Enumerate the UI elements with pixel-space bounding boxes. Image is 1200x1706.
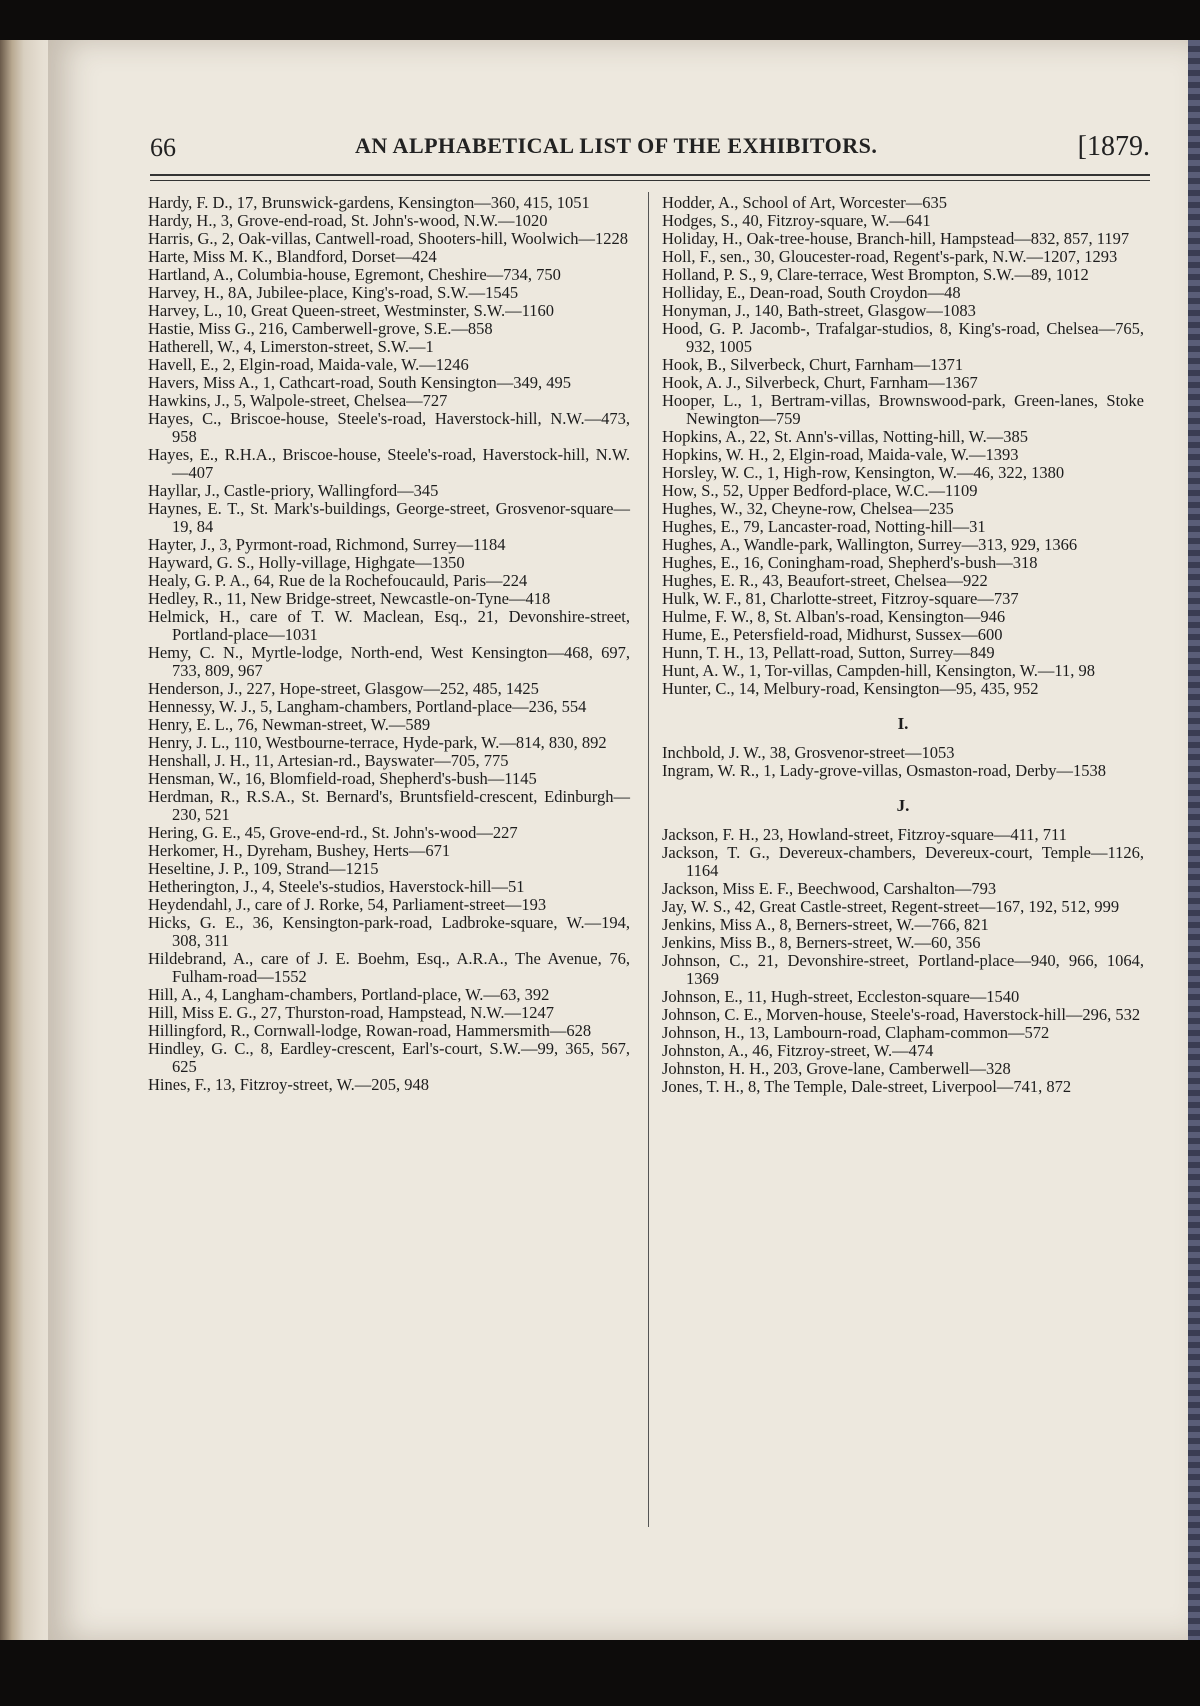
- exhibitor-entry: Hartland, A., Columbia-house, Egremont, Cheshire—734, 750: [148, 265, 561, 284]
- exhibitor-entry: Jenkins, Miss A., 8, Berners-street, W.—766, 821: [662, 915, 989, 934]
- exhibitor-entry: Henry, J. L., 110, Westbourne-terrace, Hyde-park, W.—814, 830, 892: [148, 733, 607, 752]
- exhibitor-entry: Hatherell, W., 4, Limerston-street, S.W.—1: [148, 337, 434, 356]
- exhibitor-entry: Hedley, R., 11, New Bridge-street, Newcastle-on-Tyne—418: [148, 589, 551, 608]
- exhibitor-entry: Ingram, W. R., 1, Lady-grove-villas, Osmaston-road, Derby—1538: [662, 761, 1107, 780]
- header-rule-thick: [150, 174, 1150, 176]
- exhibitor-entry: Hensman, W., 16, Blomfield-road, Shepherd's-bush—1145: [148, 769, 537, 788]
- exhibitor-entry: Hillingford, R., Cornwall-lodge, Rowan-road, Hammersmith—628: [148, 1021, 592, 1040]
- exhibitor-entry: Hennessy, W. J., 5, Langham-chambers, Portland-place—236, 554: [148, 697, 587, 716]
- exhibitor-entry: Johnston, A., 46, Fitzroy-street, W.—474: [662, 1041, 934, 1060]
- exhibitor-entry: Hood, G. P. Jacomb-, Trafalgar-studios, 8, King's-road, Chelsea—765, 932, 1005: [662, 319, 1144, 356]
- exhibitor-entry: Havell, E., 2, Elgin-road, Maida-vale, W.—1246: [148, 355, 469, 374]
- exhibitor-entry: Holl, F., sen., 30, Gloucester-road, Regent's-park, N.W.—1207, 1293: [662, 247, 1118, 266]
- exhibitor-entry: Hodder, A., School of Art, Worcester—635: [662, 193, 948, 212]
- exhibitor-entry: Hook, B., Silverbeck, Churt, Farnham—1371: [662, 355, 964, 374]
- exhibitor-entry: Hindley, G. C., 8, Eardley-crescent, Earl's-court, S.W.—99, 365, 567, 625: [148, 1039, 630, 1076]
- running-title: AN ALPHABETICAL LIST OF THE EXHIBITORS.: [355, 133, 878, 158]
- year-label: [1879.: [1077, 131, 1150, 162]
- right-column: [662, 194, 1144, 1096]
- exhibitor-entry: Hook, A. J., Silverbeck, Churt, Farnham—1367: [662, 373, 978, 392]
- exhibitor-entry: Hayes, E., R.H.A., Briscoe-house, Steele's-road, Haverstock-hill, N.W.—407: [148, 445, 630, 482]
- exhibitor-entry: Harvey, L., 10, Great Queen-street, Westminster, S.W.—1160: [148, 301, 554, 320]
- section-heading-j: J.: [896, 796, 910, 815]
- exhibitor-entry: Hayter, J., 3, Pyrmont-road, Richmond, Surrey—1184: [148, 535, 506, 554]
- exhibitor-entry: Herdman, R., R.S.A., St. Bernard's, Bruntsfield-crescent, Edinburgh—230, 521: [148, 787, 630, 824]
- exhibitor-entry: Hunn, T. H., 13, Pellatt-road, Sutton, Surrey—849: [662, 643, 995, 662]
- exhibitor-entry: Hemy, C. N., Myrtle-lodge, North-end, West Kensington—468, 697, 733, 809, 967: [148, 643, 630, 680]
- section-heading-i: I.: [897, 714, 909, 733]
- exhibitor-entry: Henderson, J., 227, Hope-street, Glasgow—252, 485, 1425: [148, 679, 539, 698]
- exhibitor-entry: Hardy, H., 3, Grove-end-road, St. John's-wood, N.W.—1020: [148, 211, 548, 230]
- exhibitor-entry: Holiday, H., Oak-tree-house, Branch-hill, Hampstead—832, 857, 1197: [662, 229, 1130, 248]
- exhibitor-entry: Hunt, A. W., 1, Tor-villas, Campden-hill, Kensington, W.—11, 98: [662, 661, 1096, 680]
- exhibitor-entry: Hughes, E., 16, Coningham-road, Shepherd's-bush—318: [662, 553, 1038, 572]
- exhibitor-entry: Holliday, E., Dean-road, South Croydon—48: [662, 283, 961, 302]
- exhibitor-entry: Hawkins, J., 5, Walpole-street, Chelsea—727: [148, 391, 448, 410]
- exhibitor-entry: Hill, A., 4, Langham-chambers, Portland-place, W.—63, 392: [148, 985, 550, 1004]
- exhibitor-entry: Jackson, F. H., 23, Howland-street, Fitzroy-square—411, 711: [662, 825, 1067, 844]
- h-entries-list: [662, 194, 1144, 698]
- page-header: [150, 133, 1150, 171]
- exhibitor-entry: Hume, E., Petersfield-road, Midhurst, Sussex—600: [662, 625, 1003, 644]
- book-binding-strip: [1188, 40, 1200, 1640]
- exhibitor-entry: Hunter, C., 14, Melbury-road, Kensington—95, 435, 952: [662, 679, 1039, 698]
- exhibitor-entry: Hopkins, A., 22, St. Ann's-villas, Notting-hill, W.—385: [662, 427, 1029, 446]
- exhibitor-entry: Hulk, W. F., 81, Charlotte-street, Fitzroy-square—737: [662, 589, 1019, 608]
- exhibitor-entry: Hayes, C., Briscoe-house, Steele's-road, Haverstock-hill, N.W.—473, 958: [148, 409, 630, 446]
- exhibitor-entry: Jay, W. S., 42, Great Castle-street, Regent-street—167, 192, 512, 999: [662, 897, 1120, 916]
- exhibitor-entry: Helmick, H., care of T. W. Maclean, Esq., 21, Devonshire-street, Portland-place—1031: [148, 607, 630, 644]
- exhibitor-entry: Herkomer, H., Dyreham, Bushey, Herts—671: [148, 841, 451, 860]
- exhibitor-entry: Heydendahl, J., care of J. Rorke, 54, Parliament-street—193: [148, 895, 547, 914]
- exhibitor-entry: Harris, G., 2, Oak-villas, Cantwell-road, Shooters-hill, Woolwich—1228: [148, 229, 628, 248]
- exhibitor-entry: Hastie, Miss G., 216, Camberwell-grove, S.E.—858: [148, 319, 493, 338]
- exhibitor-entry: Jackson, T. G., Devereux-chambers, Devereux-court, Temple—1126, 1164: [662, 843, 1144, 880]
- exhibitor-entry: Johnson, C. E., Morven-house, Steele's-road, Haverstock-hill—296, 532: [662, 1005, 1141, 1024]
- exhibitor-entry: Harte, Miss M. K., Blandford, Dorset—424: [148, 247, 437, 266]
- exhibitor-entry: Johnson, E., 11, Hugh-street, Eccleston-square—1540: [662, 987, 1020, 1006]
- exhibitor-entry: Hicks, G. E., 36, Kensington-park-road, Ladbroke-square, W.—194, 308, 311: [148, 913, 630, 950]
- exhibitor-entry: Henshall, J. H., 11, Artesian-rd., Bayswater—705, 775: [148, 751, 509, 770]
- exhibitor-entry: How, S., 52, Upper Bedford-place, W.C.—1109: [662, 481, 978, 500]
- exhibitor-entry: Hodges, S., 40, Fitzroy-square, W.—641: [662, 211, 931, 230]
- left-column: [148, 194, 630, 1094]
- exhibitor-entry: Henry, E. L., 76, Newman-street, W.—589: [148, 715, 431, 734]
- exhibitor-entry: Heseltine, J. P., 109, Strand—1215: [148, 859, 379, 878]
- exhibitor-entry: Healy, G. P. A., 64, Rue de la Rochefoucauld, Paris—224: [148, 571, 528, 590]
- exhibitor-entry: Hulme, F. W., 8, St. Alban's-road, Kensington—946: [662, 607, 1006, 626]
- exhibitor-entry: Hughes, A., Wandle-park, Wallington, Surrey—313, 929, 1366: [662, 535, 1078, 554]
- exhibitor-entry: Hering, G. E., 45, Grove-end-rd., St. John's-wood—227: [148, 823, 518, 842]
- exhibitor-entry: Hayward, G. S., Holly-village, Highgate—1350: [148, 553, 465, 572]
- exhibitor-entry: Jackson, Miss E. F., Beechwood, Carshalton—793: [662, 879, 997, 898]
- exhibitor-entry: Hooper, L., 1, Bertram-villas, Brownswood-park, Green-lanes, Stoke Newington—759: [662, 391, 1144, 428]
- exhibitor-entry: Jones, T. H., 8, The Temple, Dale-street, Liverpool—741, 872: [662, 1077, 1072, 1096]
- exhibitor-entry: Horsley, W. C., 1, High-row, Kensington, W.—46, 322, 1380: [662, 463, 1065, 482]
- exhibitor-entry: Hill, Miss E. G., 27, Thurston-road, Hampstead, N.W.—1247: [148, 1003, 555, 1022]
- exhibitor-entry: Hardy, F. D., 17, Brunswick-gardens, Kensington—360, 415, 1051: [148, 193, 590, 212]
- exhibitor-entry: Hughes, E. R., 43, Beaufort-street, Chelsea—922: [662, 571, 988, 590]
- exhibitor-entry: Hetherington, J., 4, Steele's-studios, Haverstock-hill—51: [148, 877, 525, 896]
- exhibitor-entry: Honyman, J., 140, Bath-street, Glasgow—1083: [662, 301, 976, 320]
- exhibitor-entry: Johnson, C., 21, Devonshire-street, Portland-place—940, 966, 1064, 1369: [662, 951, 1144, 988]
- exhibitor-entry: Hughes, E., 79, Lancaster-road, Notting-hill—31: [662, 517, 986, 536]
- exhibitor-entry: Hines, F., 13, Fitzroy-street, W.—205, 948: [148, 1075, 429, 1094]
- exhibitor-entry: Harvey, H., 8A, Jubilee-place, King's-road, S.W.—1545: [148, 283, 519, 302]
- exhibitor-entry: Hopkins, W. H., 2, Elgin-road, Maida-vale, W.—1393: [662, 445, 1019, 464]
- exhibitor-entry: Hayllar, J., Castle-priory, Wallingford—345: [148, 481, 439, 500]
- i-entries-list: [662, 744, 1144, 780]
- exhibitor-entry: Havers, Miss A., 1, Cathcart-road, South Kensington—349, 495: [148, 373, 571, 392]
- column-divider: [648, 192, 649, 1527]
- header-rule-thin: [150, 180, 1150, 181]
- j-entries-list: [662, 826, 1144, 1096]
- exhibitor-entry: Johnson, H., 13, Lambourn-road, Clapham-common—572: [662, 1023, 1050, 1042]
- exhibitor-entry: Hildebrand, A., care of J. E. Boehm, Esq., A.R.A., The Avenue, 76, Fulham-road—1552: [148, 949, 630, 986]
- page-number: 66: [150, 133, 176, 162]
- exhibitor-entry: Haynes, E. T., St. Mark's-buildings, George-street, Grosvenor-square—19, 84: [148, 499, 630, 536]
- exhibitor-entry: Holland, P. S., 9, Clare-terrace, West Brompton, S.W.—89, 1012: [662, 265, 1089, 284]
- exhibitor-entry: Hughes, W., 32, Cheyne-row, Chelsea—235: [662, 499, 954, 518]
- exhibitor-entry: Johnston, H. H., 203, Grove-lane, Camberwell—328: [662, 1059, 1011, 1078]
- exhibitor-entry: Inchbold, J. W., 38, Grosvenor-street—1053: [662, 743, 955, 762]
- exhibitor-entry: Jenkins, Miss B., 8, Berners-street, W.—60, 356: [662, 933, 981, 952]
